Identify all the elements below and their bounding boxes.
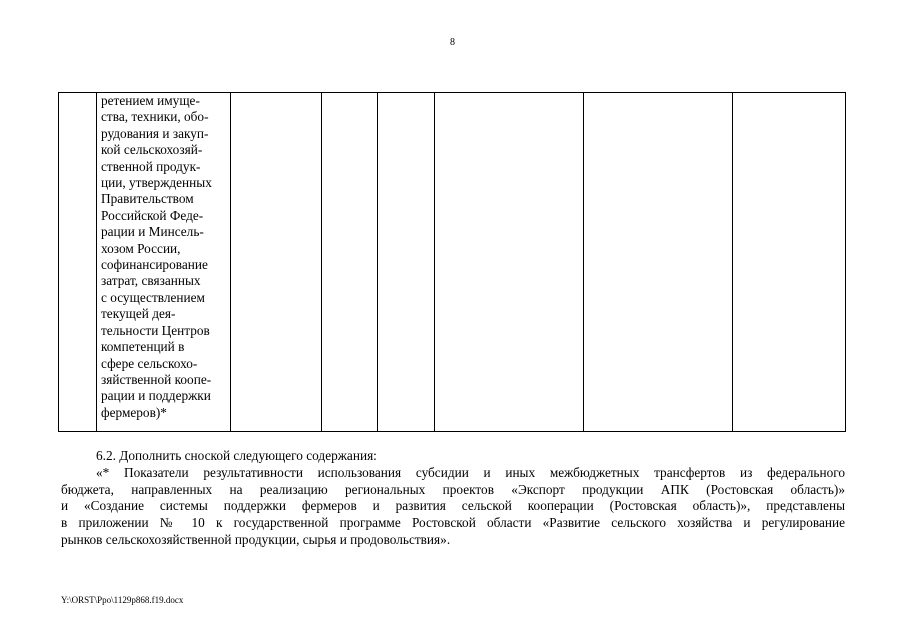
cell-text-line: текущей дея- — [101, 306, 176, 322]
cell-text-line: затрат, связанных — [101, 273, 201, 289]
cell-text-line: тельности Центров — [101, 322, 210, 338]
cell-text-line: фермеров)* — [101, 404, 167, 420]
page-number: 8 — [450, 37, 455, 48]
cell-text-line: ретением имуще- — [101, 93, 200, 108]
paragraph-line: и «Создание системы поддержки фермеров и развития сельской кооперации (Ростовская область)», представлены — [61, 498, 845, 514]
cell-text-line: ции, утвержденных — [101, 175, 212, 191]
paragraph-line: бюджета, направленных на реализацию региональных проектов «Экспорт продукции АПК (Ростовская область)» — [61, 481, 845, 497]
paragraph-footnote-content — [61, 465, 845, 549]
table-cell-empty — [733, 93, 846, 432]
cell-text-line: ственной продук- — [101, 158, 201, 174]
cell-text-line: компетенций в — [101, 339, 185, 355]
paragraph-line: рынков сельскохозяйственной продукции, сырья и продовольствия». — [61, 531, 451, 547]
table-cell-number — [59, 93, 97, 432]
table-cell-empty — [378, 93, 435, 432]
cell-text-line: Правительством — [101, 191, 194, 207]
cell-text-line: ства, техники, обо- — [101, 109, 209, 125]
cell-text-line: хозом России, — [101, 240, 181, 256]
table-cell-empty — [231, 93, 322, 432]
paragraph-line: «* Показатели результативности использования субсидии и иных межбюджетных трансфертов из федерального — [96, 464, 845, 480]
body-text — [61, 448, 845, 549]
table-row — [59, 93, 846, 432]
cell-text-line: с осуществлением — [101, 289, 205, 305]
cell-text-line: рации и Минсель- — [101, 224, 204, 240]
table-cell-empty — [435, 93, 584, 432]
table-cell-description — [97, 93, 231, 432]
continuation-table — [58, 92, 846, 432]
cell-text-line: сфере сельскохо- — [101, 355, 198, 371]
cell-text-line: кой сельскохозяй- — [101, 142, 203, 158]
table-cell-empty — [584, 93, 733, 432]
cell-text-line: зяйственной коопе- — [101, 371, 212, 387]
table-cell-empty — [322, 93, 378, 432]
cell-text-line: софинансирование — [101, 257, 208, 273]
cell-text-line: Российской Феде- — [101, 207, 204, 223]
footer-file-path: Y:\ORST\Ppo\1129p868.f19.docx — [61, 595, 184, 605]
cell-text-line: рации и поддержки — [101, 388, 211, 404]
paragraph-line: в приложении № 10 к государственной программе Ростовской области «Развитие сельского хозяйства и регулирование — [61, 515, 845, 531]
paragraph-footnote-instruction: 6.2. Дополнить сноской следующего содержания: — [96, 448, 377, 463]
cell-text-line: рудования и закуп- — [101, 125, 209, 141]
